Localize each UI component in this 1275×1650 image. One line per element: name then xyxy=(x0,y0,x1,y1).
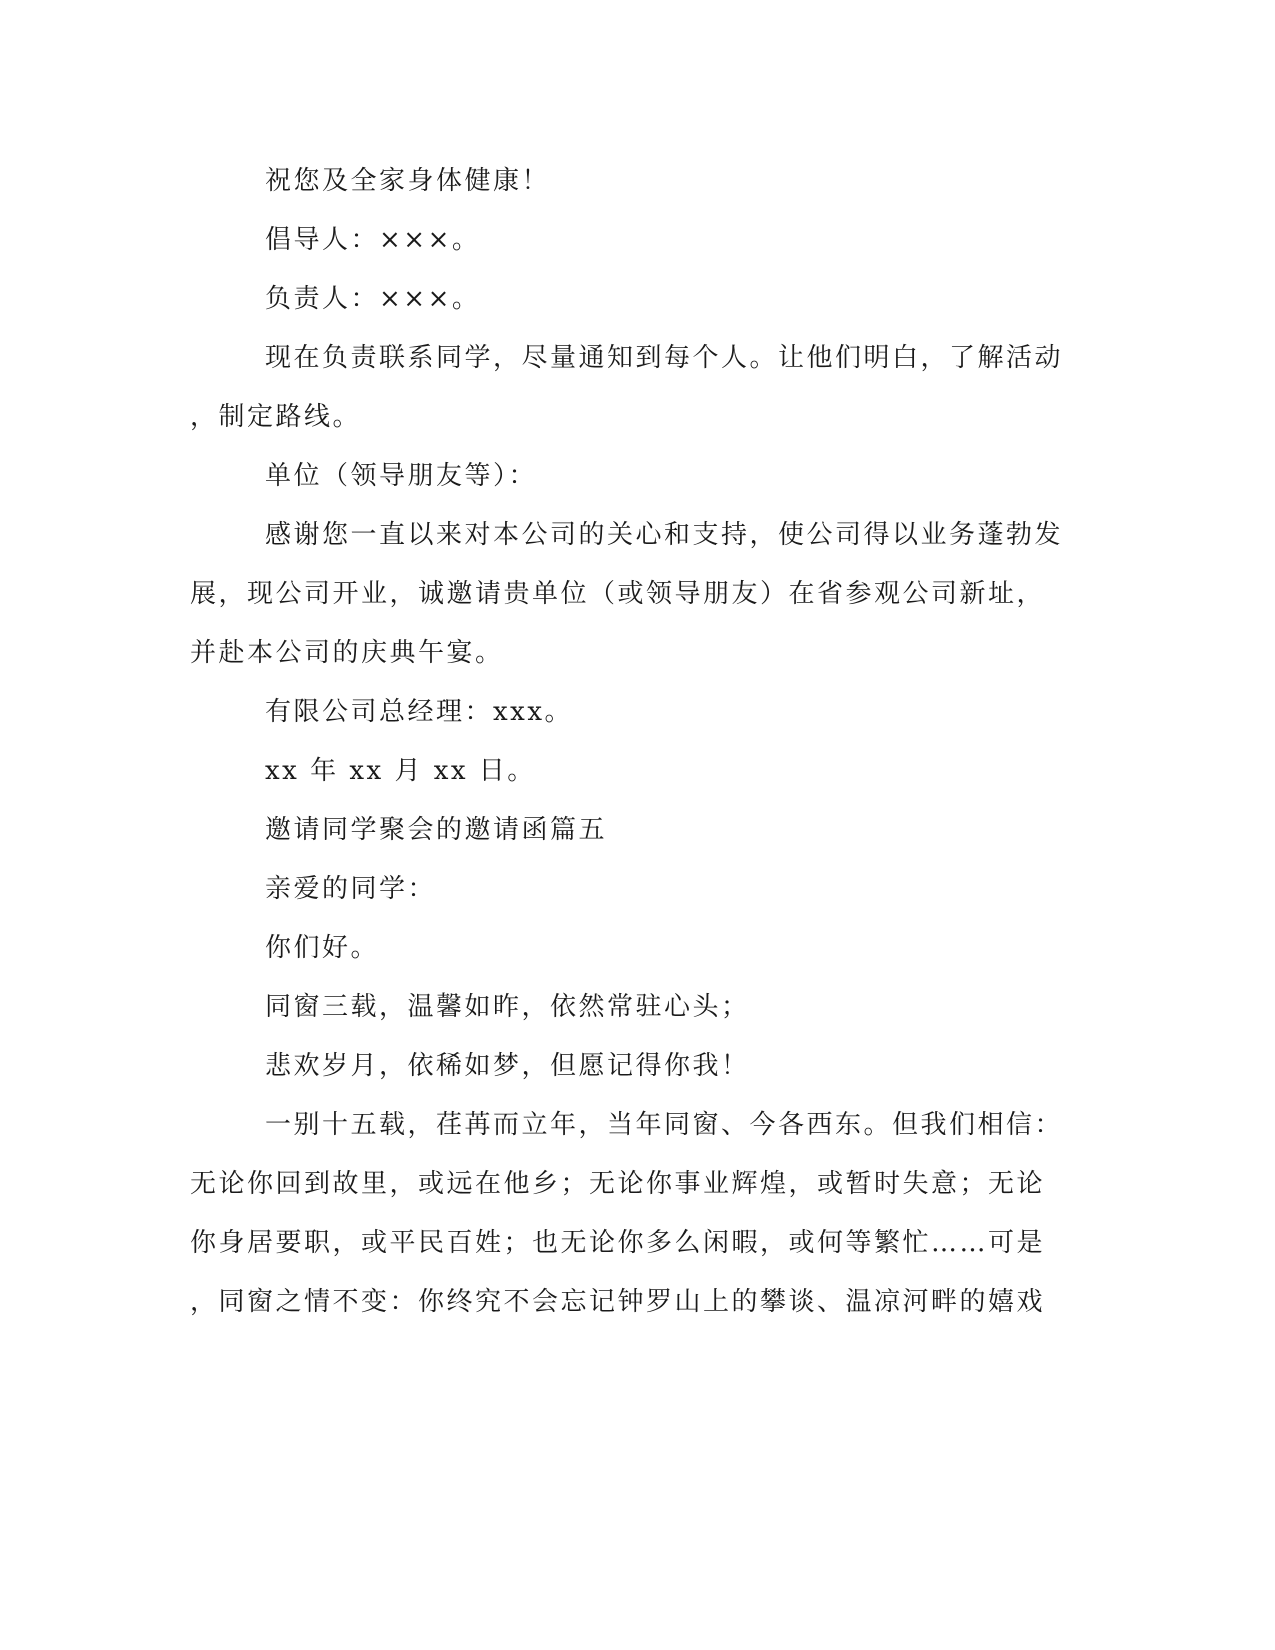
greeting-line: 你们好。 xyxy=(265,933,380,963)
paragraph-line: ，制定路线。 xyxy=(190,402,362,432)
paragraph-line: 同窗三载，温馨如昨，依然常驻心头； xyxy=(265,992,750,1022)
date-line: xx 年 xx 月 xx 日。 xyxy=(265,756,536,786)
closing-wish: 祝您及全家身体健康！ xyxy=(265,166,551,196)
signature-line: 有限公司总经理：xxx。 xyxy=(265,697,573,727)
paragraph-line: 一别十五载，荏苒而立年，当年同窗、今各西东。但我们相信： xyxy=(265,1110,1064,1140)
paragraph-line: ，同窗之情不变：你终究不会忘记钟罗山上的攀谈、温凉河畔的嬉戏 xyxy=(190,1287,1046,1317)
paragraph-line: 你身居要职，或平民百姓；也无论你多么闲暇，或何等繁忙……可是 xyxy=(190,1228,1046,1258)
salutation-line: 亲爱的同学： xyxy=(265,874,437,904)
paragraph-line: 无论你回到故里，或远在他乡；无论你事业辉煌，或暂时失意；无论 xyxy=(190,1169,1046,1199)
responsible-person-line: 负责人：×××。 xyxy=(265,284,481,314)
section-heading: 邀请同学聚会的邀请函篇五 xyxy=(265,815,608,845)
paragraph-line: 现在负责联系同学，尽量通知到每个人。让他们明白，了解活动 xyxy=(265,343,1064,373)
paragraph-line: 悲欢岁月，依稀如梦，但愿记得你我！ xyxy=(265,1051,750,1081)
paragraph-line: 并赴本公司的庆典午宴。 xyxy=(190,638,504,668)
salutation-line: 单位（领导朋友等）： xyxy=(265,461,538,491)
paragraph-line: 展，现公司开业，诚邀请贵单位（或领导朋友）在省参观公司新址， xyxy=(190,579,1046,609)
initiator-line: 倡导人：×××。 xyxy=(265,225,481,255)
paragraph-line: 感谢您一直以来对本公司的关心和支持，使公司得以业务蓬勃发 xyxy=(265,520,1064,550)
